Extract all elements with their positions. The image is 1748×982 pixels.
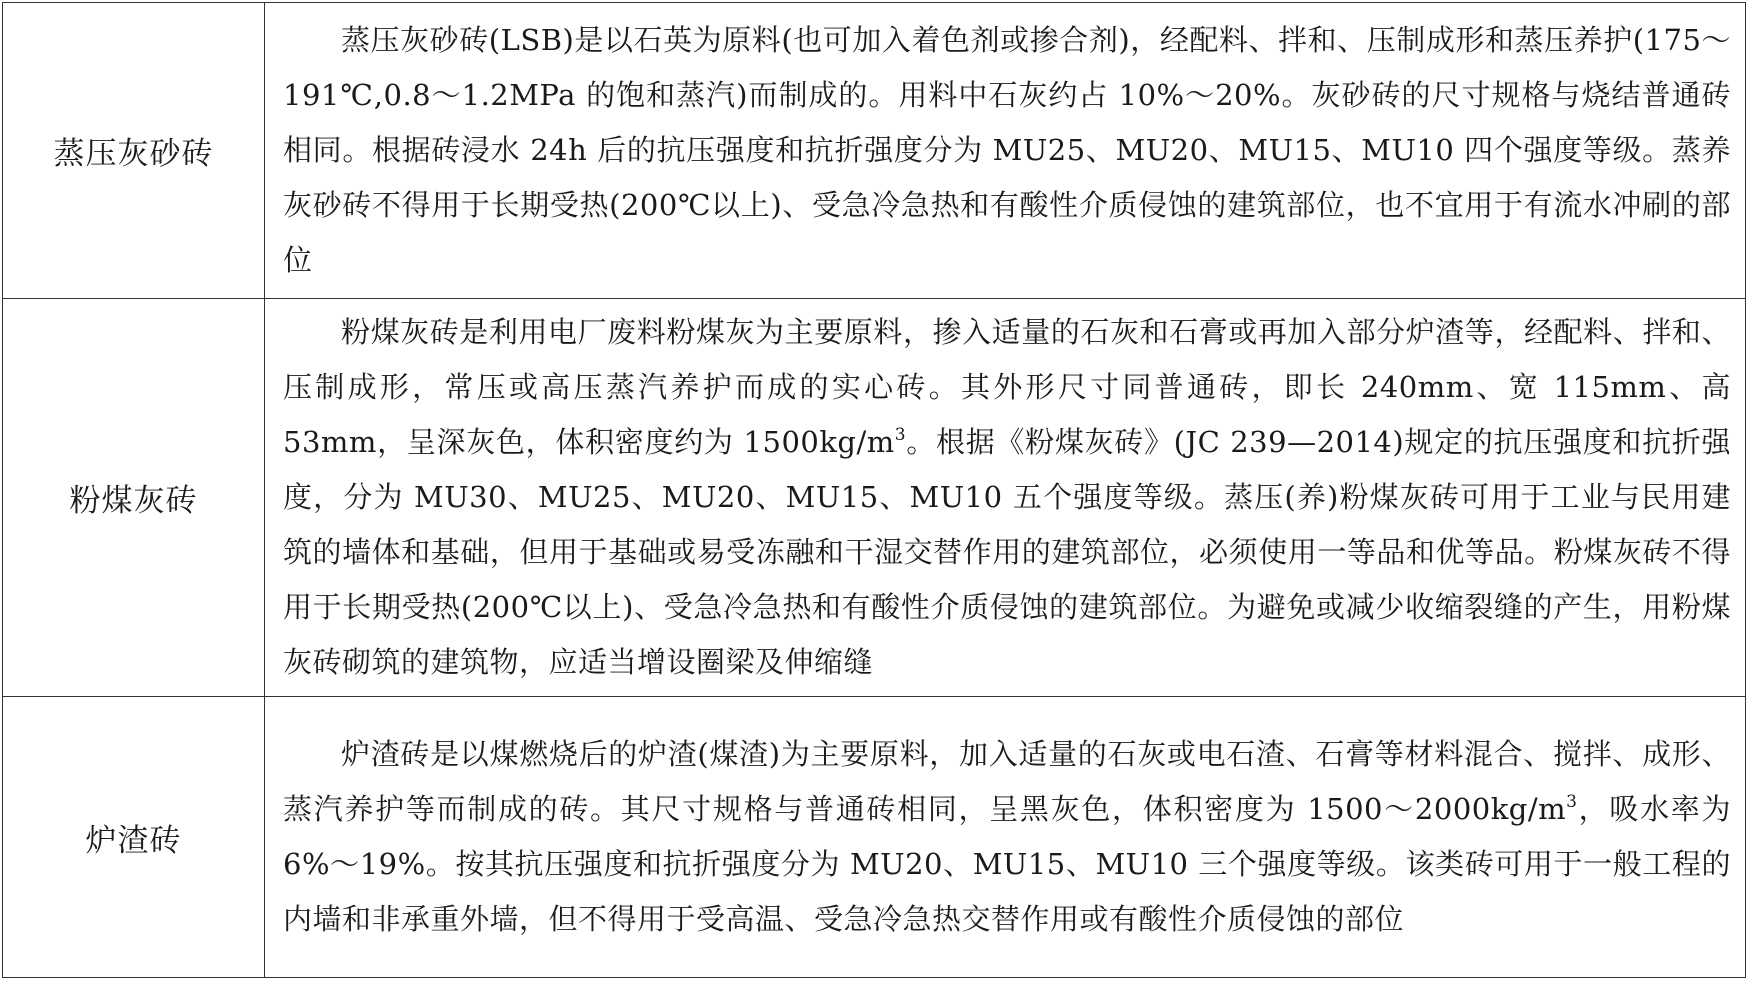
brick-name-cell: 炉渣砖 <box>3 697 265 978</box>
brick-description-cell <box>265 299 1746 697</box>
description-text: 炉渣砖是以煤燃烧后的炉渣(煤渣)为主要原料，加入适量的石灰或电石渣、石膏等材料混合、搅拌、成形、蒸汽养护等而制成的砖。其尺寸规格与普通砖相同，呈黑灰色，体积密度为 1500～2000kg/m <box>283 737 1731 826</box>
table-row <box>3 299 1746 697</box>
unit-superscript: 3 <box>1566 792 1578 812</box>
description-text: ，吸水率为 6%～19%。按其抗压强度和抗折强度分为 MU20、MU15、MU10 三个强度等级。该类砖可用于一般工程的内墙和非承重外墙，但不得用于受高温、受急冷急热交替作用或有酸性介质侵蚀的部位 <box>283 792 1731 936</box>
brick-name-cell: 粉煤灰砖 <box>3 299 265 697</box>
brick-name-cell: 蒸压灰砂砖 <box>3 3 265 299</box>
table-row <box>3 697 1746 978</box>
brick-types-table <box>2 2 1746 978</box>
brick-description-cell <box>265 3 1746 299</box>
description-text: 蒸压灰砂砖(LSB)是以石英为原料(也可加入着色剂或掺合剂)，经配料、拌和、压制成形和蒸压养护(175～191℃,0.8～1.2MPa 的饱和蒸汽)而制成的。用料中石灰约占 10%～20%。灰砂砖的尺寸规格与烧结普通砖相同。根据砖浸水 24h 后的抗压强度和抗折强度分为 MU25、MU20、MU15、MU10 四个强度等级。蒸养灰砂砖不得用于长期受热(200℃以上)、受急冷急热和有酸性介质侵蚀的建筑部位，也不宜用于有流水冲刷的部位 <box>283 23 1731 277</box>
description-text: 粉煤灰砖是利用电厂废料粉煤灰为主要原料，掺入适量的石灰和石膏或再加入部分炉渣等，经配料、拌和、压制成形，常压或高压蒸汽养护而成的实心砖。其外形尺寸同普通砖，即长 240mm、宽 115mm、高 53mm，呈深灰色，体积密度约为 1500kg/m <box>283 315 1731 459</box>
table-row <box>3 3 1746 299</box>
description-text: 。根据《粉煤灰砖》(JC 239—2014)规定的抗压强度和抗折强度，分为 MU30、MU25、MU20、MU15、MU10 五个强度等级。蒸压(养)粉煤灰砖可用于工业与民用建筑的墙体和基础，但用于基础或易受冻融和干湿交替作用的建筑部位，必须使用一等品和优等品。粉煤灰砖不得用于长期受热(200℃以上)、受急冷急热和有酸性介质侵蚀的建筑部位。为避免或减少收缩裂缝的产生，用粉煤灰砖砌筑的建筑物，应适当增设圈梁及伸缩缝 <box>283 425 1731 679</box>
unit-superscript: 3 <box>894 425 907 445</box>
brick-description-cell <box>265 697 1746 978</box>
